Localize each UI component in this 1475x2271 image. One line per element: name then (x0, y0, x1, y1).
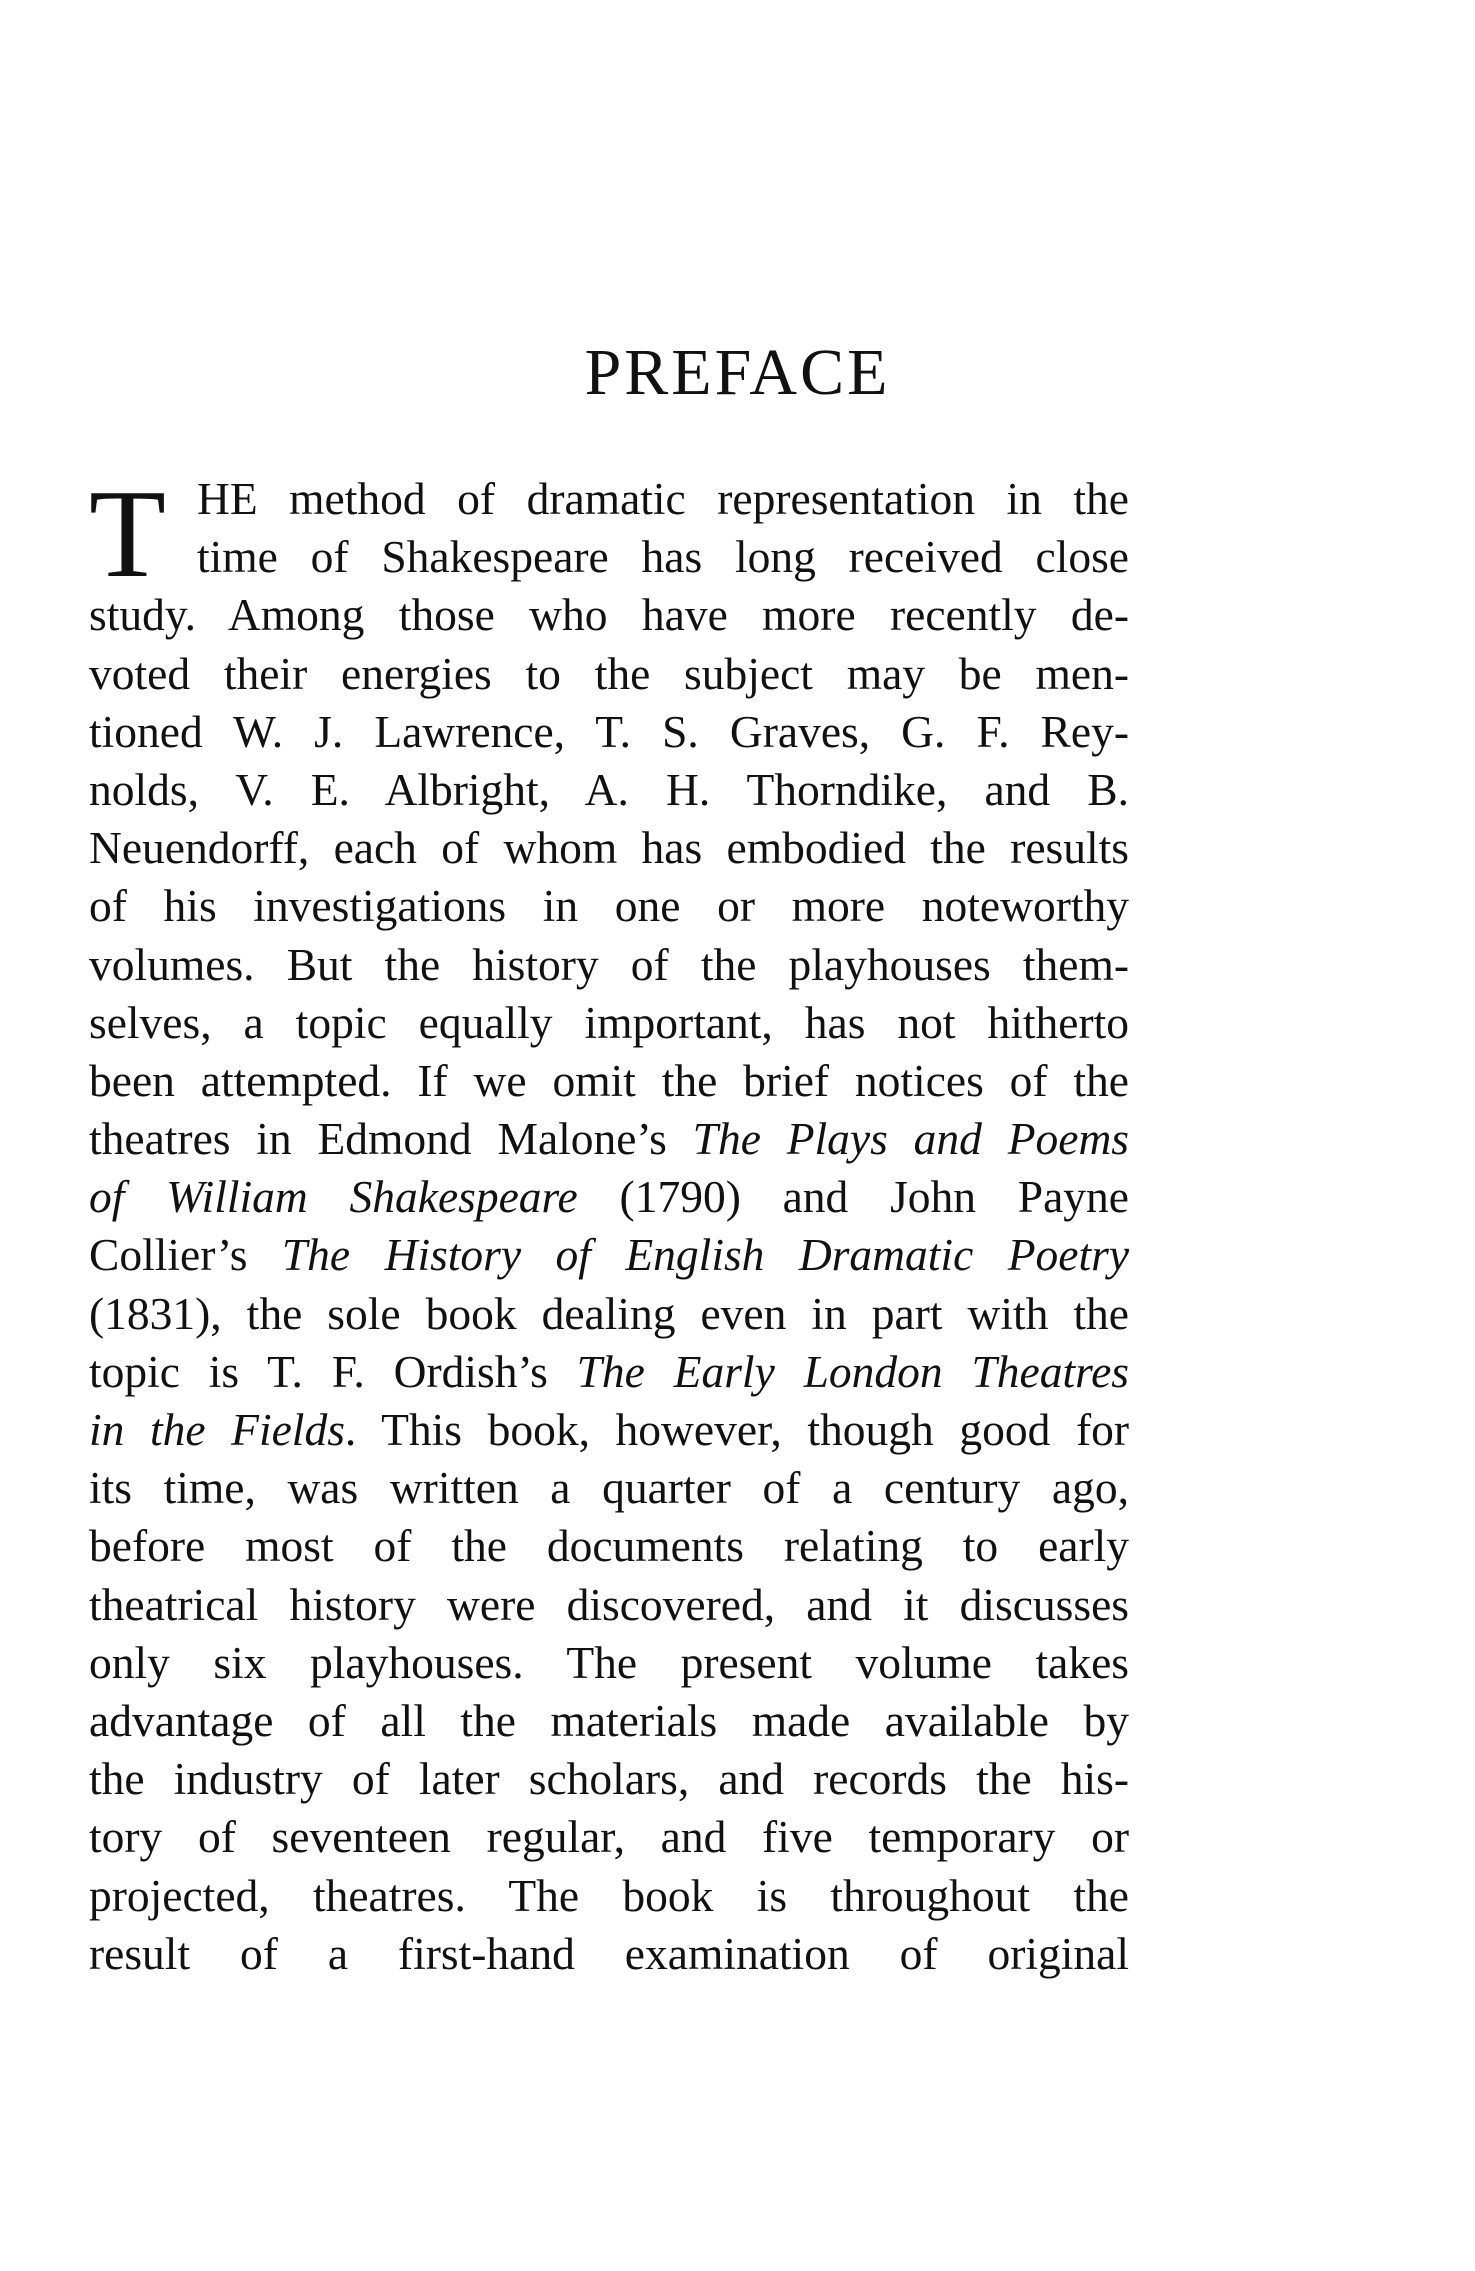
text-line (89, 1226, 1129, 1284)
italic-title: of William Shakespeare (89, 1171, 578, 1223)
text-line: (1831), the sole book dealing even in part with the (89, 1287, 1129, 1339)
text-segment: Collier’s (89, 1229, 282, 1281)
text-line: been attempted. If we omit the brief notices of the (89, 1054, 1129, 1106)
text-segment: topic is T. F. Ordish’s (89, 1345, 577, 1397)
text-line: tory of seventeen regular, and five temporary or (89, 1811, 1129, 1863)
italic-title: The History of English Dramatic Poetry (281, 1229, 1130, 1281)
text-line: its time, was written a quarter of a century ago, (89, 1462, 1129, 1514)
text-line: volumes. But the history of the playhouses them- (89, 938, 1129, 990)
text-line: theatrical history were discovered, and it discusses (89, 1578, 1129, 1630)
page-title: PREFACE (584, 336, 891, 409)
text-line: of his investigations in one or more noteworthy (89, 880, 1129, 932)
text-line: study. Among those who have more recently de- (89, 589, 1129, 641)
text-line: time of Shakespeare has long received close (197, 531, 1129, 583)
text-line: selves, a topic equally important, has not hitherto (89, 996, 1129, 1048)
text-line: HE method of dramatic representation in the (197, 473, 1129, 524)
text-line (89, 1168, 1129, 1226)
italic-title: The Early London Theatres (576, 1345, 1129, 1397)
text-line: tioned W. J. Lawrence, T. S. Graves, G. F. Rey- (89, 705, 1129, 757)
drop-cap: T (89, 465, 166, 604)
text-line (89, 1401, 1129, 1459)
text-line: advantage of all the materials made available by (89, 1694, 1129, 1746)
preface-body (89, 465, 1130, 1983)
text-line: before most of the documents relating to early (89, 1520, 1129, 1572)
text-line: result of a first-hand examination of original (89, 1927, 1129, 1979)
text-segment: theatres in Edmond Malone’s (89, 1113, 693, 1165)
italic-title: in the Fields (89, 1404, 345, 1455)
text-line: the industry of later scholars, and records the his- (89, 1753, 1129, 1805)
text-line: nolds, V. E. Albright, A. H. Thorndike, and B. (89, 763, 1129, 815)
text-line (89, 1110, 1129, 1168)
text-line: voted their energies to the subject may be men- (89, 647, 1129, 699)
text-line: only six playhouses. The present volume takes (89, 1636, 1129, 1688)
text-line (89, 1343, 1129, 1401)
text-segment: (1790) and John Payne (577, 1171, 1129, 1223)
italic-title: The Plays and Poems (692, 1113, 1130, 1165)
text-segment: . This book, however, though good for (344, 1404, 1129, 1455)
text-line: projected, theatres. The book is throughout the (89, 1869, 1129, 1921)
text-line: Neuendorff, each of whom has embodied the results (89, 822, 1129, 874)
